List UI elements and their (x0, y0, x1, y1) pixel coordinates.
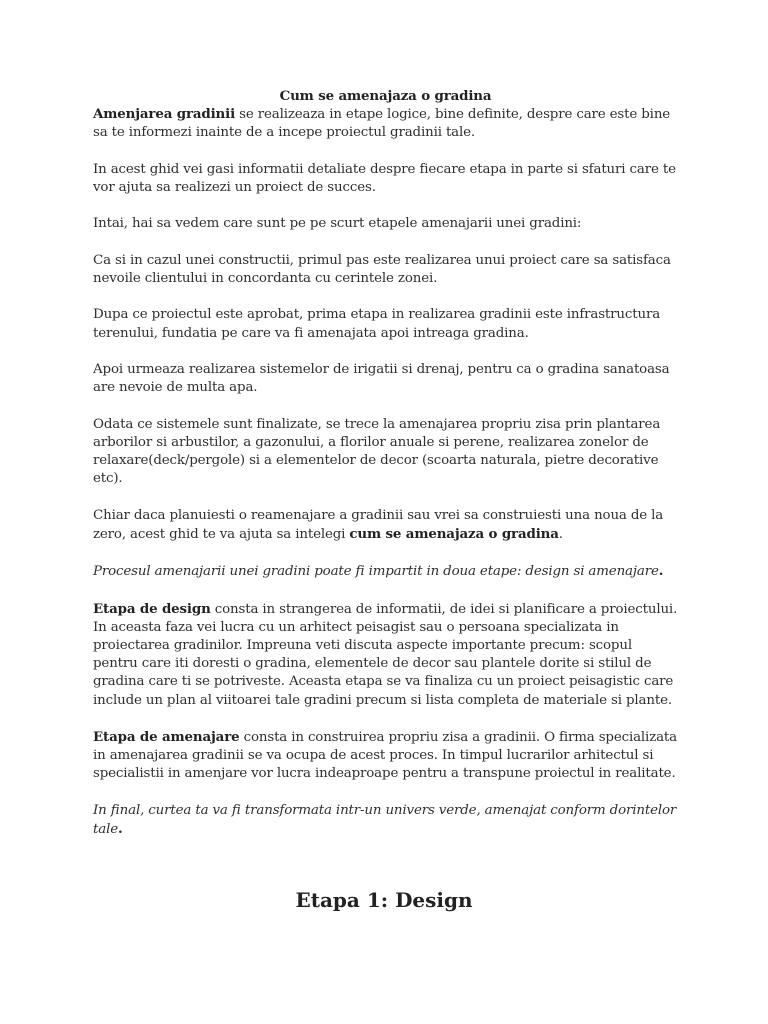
guide-paragraph: In acest ghid vei gasi informatii detaliate despre fiecare etapa in parte si sfaturi care te vor ajuta sa realizezi un proiect de succes. (93, 161, 676, 195)
paragraph-text: consta in strangerea de informatii, de idei si planificare a proiectului. In aceasta faza vei lucra cu un arhitect peisagist sau o persoana specializata in proiectarea gradinilor. Impreuna veti discuta aspecte importante precum: scopul pentru care iti doresti o gradina, elementele de decor sau plantele dorite si stilul de gradina care ti se potriveste. Aceasta etapa se va finaliza cu un proiect peisagistic care include un plan al viitoarei tale gradini precum si lista completa de materiale si plante. (93, 601, 678, 708)
project-paragraph: Ca si in cazul unei constructii, primul pas este realizarea unui proiect care sa satisfaca nevoile clientului in concordanta cu cerintele zonei. (93, 252, 671, 286)
bold-term: Etapa de amenajare (93, 728, 240, 745)
irrigation-paragraph: Apoi urmeaza realizarea sistemelor de irigatii si drenaj, pentru ca o gradina sanatoasa are nevoie de multa apa. (93, 361, 670, 396)
final-paragraph (93, 802, 678, 839)
build-stage-paragraph (93, 728, 678, 784)
paragraph-text: . (558, 526, 563, 542)
paragraph-text: consta in construirea propriu zisa a gradinii. O firma specializata in amenajarea gradinii se va ocupa de acest proces. In timpul lucrarilor arhitectul si specialistii in amenjare vor lucra indeaproape pentru a transpune proiectul in realitate. (93, 729, 677, 782)
process-paragraph (93, 562, 678, 581)
planting-paragraph: Odata ce sistemele sunt finalizate, se trece la amenajarea propriu zisa prin plantarea arborilor si arbustilor, a gazonului, a florilor anuale si perene, realizarea zonelor de relaxare(deck/pergole) si a elementelor de decor (scoarta naturala, pietre decorative etc). (93, 416, 661, 487)
bold-term: Amenjarea gradinii (93, 106, 236, 123)
italic-text: In final, curtea ta va fi transformata intr-un univers verde, amenajat conform dorintelor tale (93, 802, 677, 837)
steps-intro-paragraph: Intai, hai sa vedem care sunt pe pe scurt etapele amenajarii unei gradini: (93, 216, 582, 232)
document-body (93, 87, 678, 857)
document-title: Cum se amenajaza o gradina (279, 88, 492, 104)
paragraph-text: . (658, 563, 664, 580)
bold-term: cum se amenajaza o gradina (349, 525, 559, 542)
infrastructure-paragraph: Dupa ce proiectul este aprobat, prima etapa in realizarea gradinii este infrastructura terenului, fundatia pe care va fi amenajata apoi intreaga gradina. (93, 307, 661, 341)
paragraph-text: Chiar daca planuiesti o reamenajare a gradinii sau vrei sa construiesti una noua de la zero, acest ghid te va ajuta sa intelegi (93, 507, 664, 542)
design-stage-paragraph (93, 600, 678, 710)
paragraph-text: . (117, 820, 123, 837)
intro-paragraph (93, 105, 678, 142)
paragraph-text: se realizeaza in etape logice, bine definite, despre care este bine sa te informezi inainte de a incepe proiectul gradinii tale. (93, 107, 671, 141)
italic-text: Procesul amenajarii unei gradini poate fi impartit in doua etape: design si amenajare (93, 564, 659, 580)
bold-term: Etapa de design (93, 600, 211, 617)
guide-help-paragraph (93, 507, 678, 544)
section-heading: Etapa 1: Design (295, 888, 473, 912)
